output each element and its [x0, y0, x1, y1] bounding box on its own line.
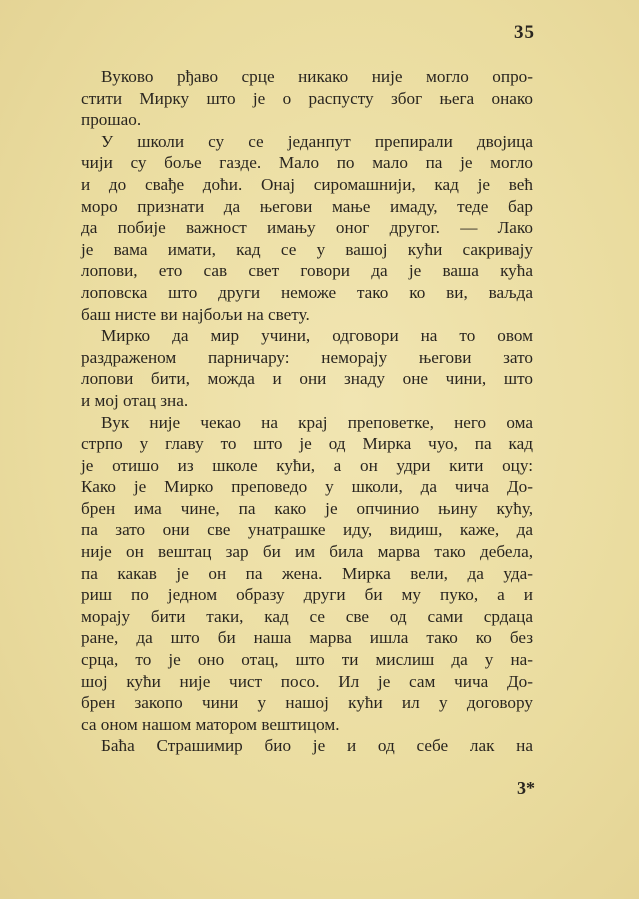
text-line: са оном нашом матором вештицом.: [81, 714, 340, 734]
text-line: Како је Мирко преповедо у школи, да чича До-: [81, 477, 533, 497]
text-line: моро признати да његови мање имаду, теде бар: [81, 196, 533, 216]
text-line: морају бити таки, кад се све од сами срдаца: [81, 606, 533, 626]
text-line: и мој отац зна.: [81, 390, 189, 410]
text-line: Баћа Страшимир био је и од себе лак на: [101, 736, 533, 756]
page-number: 35: [514, 22, 535, 43]
text-line: Мирко да мир учини, одговори на то овом: [101, 326, 533, 346]
text-line: па какав је он па жена. Мирка вели, да уда-: [81, 563, 533, 583]
text-line: риш по једном образу други би му пуко, а и: [81, 585, 533, 605]
text-line: и до свађе доћи. Онај сиромашнији, кад је већ: [81, 174, 533, 194]
text-line: Вуково рђаво срце никако није могло опро-: [101, 67, 533, 86]
text-line: шој кући није чист посо. Ил је сам чича До-: [81, 671, 533, 691]
text-line: стити Мирку што је о распусту због њега онако: [81, 88, 533, 108]
text-line: је отишо из школе кући, а он удри кити оцу:: [81, 455, 533, 475]
text-line: стрпо у главу то што је од Мирка чуо, па кад: [81, 434, 533, 454]
text-line: је вама имати, кад се у вашој кући сакривају: [81, 239, 533, 259]
text-line: срца, то је оно отац, што ти мислиш да у на-: [81, 650, 533, 670]
text-line: У школи су се једанпут препирали двојица: [101, 131, 533, 151]
text-line: Вук није чекао на крај преповетке, него ома: [101, 412, 533, 432]
text-line: ране, да што би наша марва ишла тако ко без: [81, 628, 533, 648]
text-line: чији су боље газде. Мало по мало па је могло: [81, 153, 533, 173]
text-line: баш нисте ви најбољи на свету.: [81, 304, 310, 324]
text-line: лопови, ето сав свет говори да је ваша кућа: [81, 261, 533, 281]
text-line: брен има чине, па како је опчинио њину кућу,: [81, 498, 533, 518]
text-line: да побије важност имању оног другог. — Лако: [81, 218, 533, 238]
text-line: прошао.: [81, 110, 142, 130]
text-line: лопови бити, можда и они знаду оне чини, што: [81, 369, 533, 389]
body-text: [81, 66, 533, 757]
text-line: није он вештац зар би им била марва тако дебела,: [81, 542, 533, 562]
printer-signature-mark: 3*: [517, 778, 535, 798]
text-line: брен закопо чини у нашој кући ил у договору: [81, 693, 533, 713]
text-line: па зато они све унатрашке иду, видиш, каже, да: [81, 520, 533, 540]
text-line: лоповска што други неможе тако ко ви, ваљда: [81, 282, 533, 302]
text-line: раздраженом парничару: неморају његови зато: [81, 347, 533, 367]
